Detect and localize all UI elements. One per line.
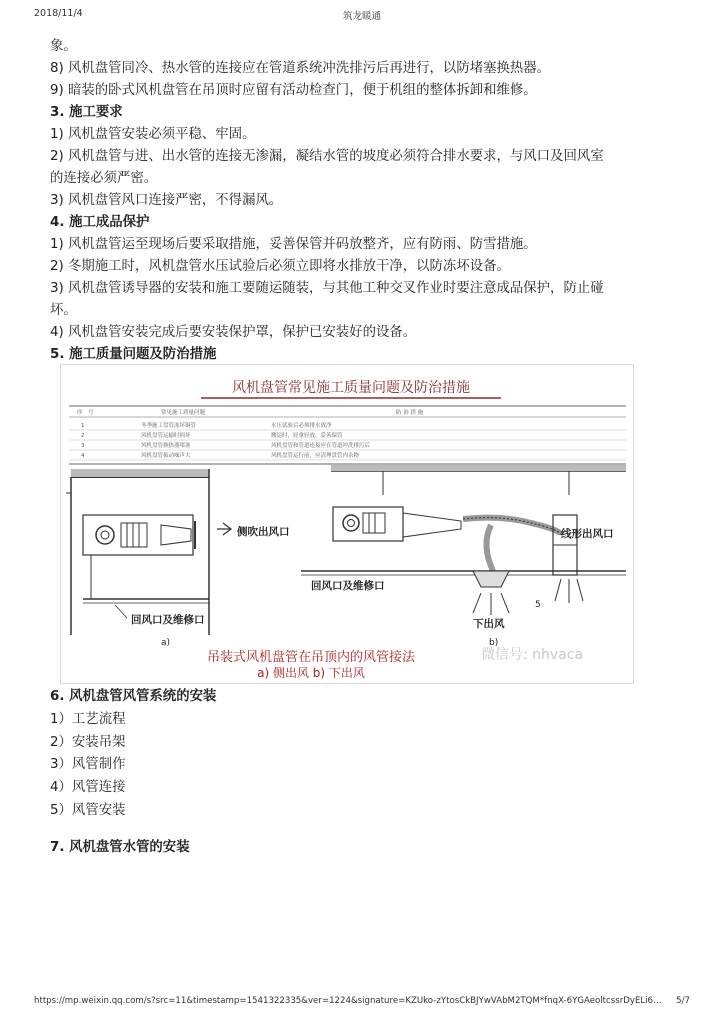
label-return-port-a: 回风口及维修口 bbox=[131, 614, 205, 626]
table-cell-problem: 风机盘管换热器堵塞 bbox=[141, 443, 191, 449]
paragraph-line: 9) 暗装的卧式风机盘管在吊顶时应留有活动检查门，便于机组的整体拆卸和维修。 bbox=[50, 83, 537, 98]
watermark: 微信号: nhvaca bbox=[481, 647, 584, 663]
section-7-heading: 7. 风机盘管水管的安装 bbox=[50, 840, 190, 855]
list-item: 5）风管安装 bbox=[50, 802, 126, 818]
footer-url[interactable]: https://mp.weixin.qq.com/s?src=11&timestamp=1541322335&ver=1224&signature=KZUko-zYtosCkBJYwVAbM2TQM*fnqX-6YGAeoltcssrDyELi6… bbox=[34, 996, 662, 1006]
diagram-b bbox=[301, 465, 626, 615]
list-item: 2）安装吊架 bbox=[50, 734, 126, 750]
table-header-no: 序 号 bbox=[77, 410, 94, 416]
paragraph-line: 2) 风机盘管与进、出水管的连接无渗漏，凝结水管的坡度必须符合排水要求，与风口及回风室 bbox=[50, 149, 604, 164]
label-return-port-b: 回风口及维修口 bbox=[311, 580, 385, 592]
table-cell-problem: 风机盘管运输时损坏 bbox=[141, 433, 191, 439]
figure-caption-line2: a) 侧出风 b) 下出风 bbox=[257, 666, 365, 680]
duct-connection-figure bbox=[60, 364, 634, 684]
label-down-outlet: 下出风 bbox=[473, 618, 505, 630]
table-header-measure: 防 治 措 施 bbox=[396, 410, 424, 416]
list-heading: 6. 风机盘管风管系统的安装 bbox=[50, 689, 217, 704]
caption-b: b) bbox=[489, 638, 499, 648]
paragraph-line: 3) 风机盘管诱导器的安装和施工要随运随装，与其他工种交叉作业时要注意成品保护，防止碰 bbox=[50, 281, 604, 296]
paragraph-line: 象。 bbox=[50, 39, 77, 54]
table-cell-no: 4 bbox=[81, 453, 85, 459]
table-body bbox=[69, 421, 626, 460]
table-cell-problem: 冬季施工盘管冻坏铜管 bbox=[141, 423, 197, 429]
paragraph-line: 2) 冬期施工时，风机盘管水压试验后必须立即将水排放干净，以防冻坏设备。 bbox=[50, 259, 510, 274]
table-cell-problem: 风机盘管振动噪声大 bbox=[141, 453, 191, 459]
table-cell-measure: 风机盘管运行前，应清理盘管内杂物 bbox=[271, 453, 360, 459]
paragraph-line: 8) 风机盘管同冷、热水管的连接应在管道系统冲洗排污后再进行，以防堵塞换热器。 bbox=[50, 61, 551, 76]
table-title: 风机盘管常见施工质量问题及防治措施 bbox=[232, 380, 470, 396]
paragraph-line: 1) 风机盘管安装必须平稳、牢固。 bbox=[50, 127, 256, 142]
table-cell-no: 1 bbox=[81, 423, 85, 429]
paragraph-line: 3) 风机盘管风口连接严密，不得漏风。 bbox=[50, 193, 283, 208]
diagram-a bbox=[66, 469, 231, 635]
label-linear-outlet: 线形出风口 bbox=[561, 528, 614, 540]
figure-caption-line1: 吊装式风机盘管在吊顶内的风管接法 bbox=[206, 650, 416, 665]
caption-a: a) bbox=[161, 638, 171, 648]
print-title: 筑龙暖通 bbox=[342, 11, 381, 22]
label-side-outlet: 侧吹出风口 bbox=[237, 526, 290, 538]
table-cell-measure: 水压试验后必须排水放净 bbox=[271, 423, 332, 429]
paragraph-line: 坏。 bbox=[50, 303, 77, 318]
paragraph-line: 的连接必须严密。 bbox=[50, 171, 158, 186]
paragraph-line: 1) 风机盘管运至现场后要采取措施，妥善保管并码放整齐，应有防雨、防雪措施。 bbox=[50, 237, 537, 252]
list-item: 1）工艺流程 bbox=[50, 711, 126, 727]
list-item: 3）风管制作 bbox=[50, 757, 126, 773]
label-num-5: 5 bbox=[535, 600, 541, 610]
figure-svg bbox=[61, 365, 633, 683]
table-cell-measure: 搬运时，轻拿轻放，妥善保管 bbox=[271, 433, 343, 439]
section-heading: 4. 施工成品保护 bbox=[50, 215, 150, 230]
table-header-problem: 常见施工质量问题 bbox=[161, 410, 206, 416]
print-date: 2018/11/4 bbox=[34, 8, 83, 19]
section-heading: 5. 施工质量问题及防治措施 bbox=[50, 347, 217, 362]
table-cell-no: 3 bbox=[81, 443, 85, 449]
article-body bbox=[50, 36, 690, 366]
paragraph-line: 4) 风机盘管安装完成后要安装保护罩，保护已安装好的设备。 bbox=[50, 325, 417, 340]
table-cell-measure: 风机盘管和管道连接应在管道冲洗排污后 bbox=[271, 443, 371, 449]
page-number: 5/7 bbox=[676, 996, 690, 1006]
list-item: 4）风管连接 bbox=[50, 780, 126, 796]
table-cell-no: 2 bbox=[81, 433, 85, 439]
section-heading: 3. 施工要求 bbox=[50, 105, 123, 120]
duct-install-list bbox=[50, 686, 690, 823]
